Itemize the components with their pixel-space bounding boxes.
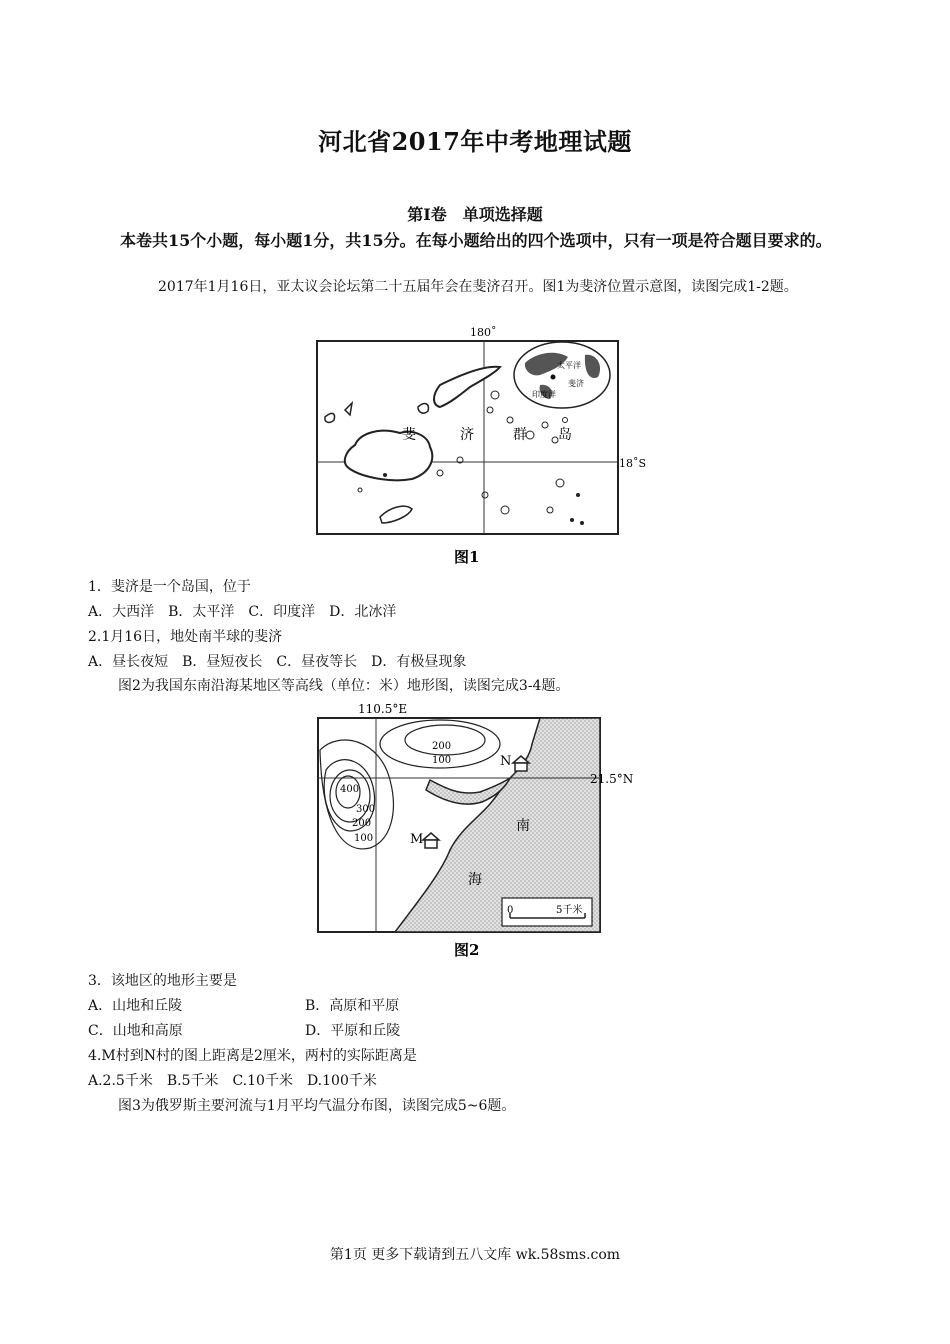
question-2-stem: 2.1月16日，地处南半球的斐济: [88, 629, 283, 645]
figure-2-contour-map: [300, 700, 645, 962]
question-3-option-d: D．平原和丘陵: [305, 1023, 401, 1039]
question-3-option-c: C．山地和高原: [88, 1023, 183, 1039]
question-3-option-b: B．高原和平原: [305, 998, 400, 1014]
fig1-lon-label: 180˚: [470, 326, 497, 339]
contour-label-200-left: 200: [352, 818, 372, 829]
fig1-label-char-1: 斐: [402, 427, 416, 443]
question-3-option-a: A．山地和丘陵: [88, 998, 183, 1014]
village-m-label: M: [410, 832, 424, 847]
question-4-options: A.2.5千米 B.5千米 C.10千米 D.100千米: [88, 1073, 377, 1089]
context-paragraph-2: 图2为我国东南沿海某地区等高线（单位：米）地形图，读图完成3-4题。: [118, 678, 570, 694]
village-n-label: N: [500, 754, 512, 769]
fig1-lat-label: 18˚S: [619, 457, 647, 470]
context-paragraph-3: 图3为俄罗斯主要河流与1月平均气温分布图，读图完成5~6题。: [118, 1098, 516, 1114]
scale-zero: 0: [507, 905, 514, 916]
fig2-lon-label: 110.5°E: [358, 702, 408, 716]
contour-label-100-top: 100: [432, 755, 452, 766]
page-footer: 第1页 更多下载请到五八文库 wk.58sms.com: [329, 1247, 621, 1263]
figure-2-caption: 图2: [454, 941, 480, 959]
figure-1-fiji-map: [300, 325, 650, 570]
fig1-label-char-4: 岛: [558, 427, 572, 443]
fig2-lat-label: 21.5°N: [590, 772, 634, 786]
inset-label-indian: 印度洋: [532, 390, 556, 399]
question-2-options: A．昼长夜短 B．昼短夜长 C．昼夜等长 D．有极昼现象: [88, 654, 467, 670]
context-paragraph-1: 2017年1月16日，亚太议会论坛第二十五届年会在斐济召开。图1为斐济位置示意图，读图完成1-2题。: [158, 279, 798, 295]
inset-label-fiji: 斐济: [568, 379, 584, 388]
question-4-stem: 4.M村到N村的图上距离是2厘米，两村的实际距离是: [88, 1048, 417, 1064]
contour-label-200-top: 200: [432, 741, 452, 752]
section-instructions: 本卷共15个小题，每小题1分，共15分。在每小题给出的四个选项中，只有一项是符合题目要求的。: [120, 231, 832, 250]
page-title: 河北省2017年中考地理试题: [318, 127, 632, 156]
sea-label-char-2: 海: [468, 872, 482, 888]
fig1-label-char-2: 济: [460, 427, 474, 443]
question-3-stem: 3．该地区的地形主要是: [88, 973, 237, 989]
section-heading: 第Ⅰ卷 单项选择题: [407, 205, 543, 224]
contour-label-100-left: 100: [354, 833, 374, 844]
scale-label: 5千米: [556, 905, 583, 916]
fig1-label-char-3: 群: [513, 427, 527, 443]
contour-label-300: 300: [356, 804, 376, 815]
figure-1-caption: 图1: [454, 548, 480, 566]
contour-label-400: 400: [340, 784, 360, 795]
sea-label-char-1: 南: [516, 818, 530, 834]
question-1-options: A．大西洋 B．太平洋 C．印度洋 D．北冰洋: [88, 604, 397, 620]
question-1-stem: 1．斐济是一个岛国，位于: [88, 579, 251, 595]
inset-label-pacific: 太平洋: [557, 361, 581, 370]
